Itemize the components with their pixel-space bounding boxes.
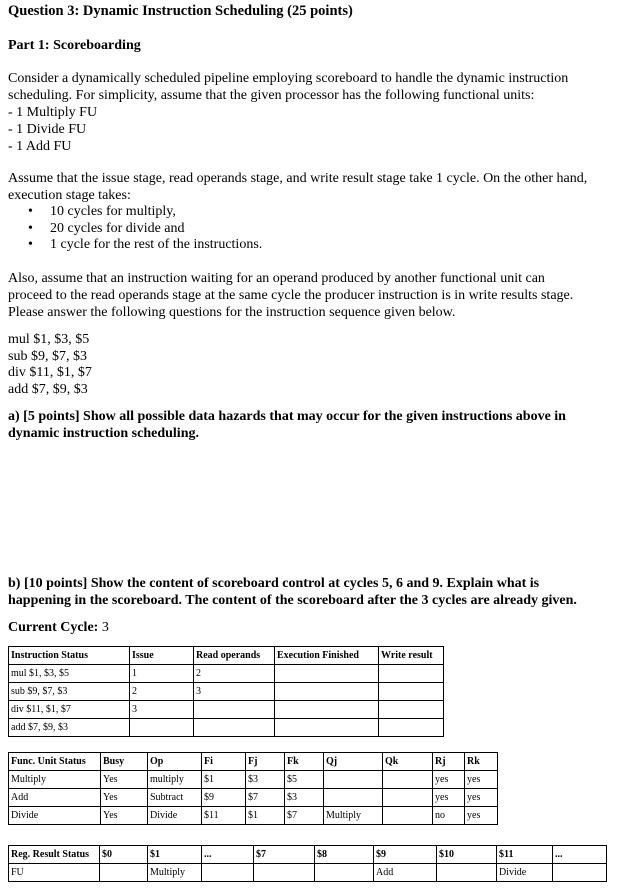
table-cell: Multiply — [324, 807, 383, 825]
table-cell: Subtract — [148, 789, 202, 807]
header-cell: $10 — [437, 846, 497, 864]
table-cell: 3 — [130, 701, 194, 719]
table-row — [9, 771, 498, 789]
table-cell: no — [433, 807, 465, 825]
table-cell — [379, 701, 444, 719]
current-cycle-label: Current Cycle: — [8, 620, 99, 635]
header-cell: $8 — [315, 846, 374, 864]
table-cell — [275, 665, 379, 683]
header-cell: $11 — [497, 846, 553, 864]
table-cell — [275, 719, 379, 737]
header-cell: Fj — [246, 753, 285, 771]
table-cell: $1 — [246, 807, 285, 825]
table-cell: Divide — [9, 807, 101, 825]
table-cell: add $7, $9, $3 — [9, 719, 130, 737]
header-cell: Fk — [285, 753, 324, 771]
instruction-status-table — [8, 646, 444, 737]
intro-line: Consider a dynamically scheduled pipeline employing scoreboard to handle the dynamic instruction — [8, 71, 569, 86]
header-cell: Func. Unit Status — [9, 753, 101, 771]
unit-item: - 1 Divide FU — [8, 122, 87, 137]
table-cell: $3 — [246, 771, 285, 789]
also-paragraph — [8, 270, 613, 321]
header-cell: $7 — [254, 846, 315, 864]
table-cell — [324, 771, 383, 789]
table-cell — [379, 719, 444, 737]
header-cell: Execution Finished — [275, 647, 379, 665]
table-cell: $7 — [285, 807, 324, 825]
question-title: Question 3: Dynamic Instruction Scheduling (25 points) — [8, 3, 353, 19]
unit-item: - 1 Add FU — [8, 139, 72, 154]
also-line: Please answer the following questions for the instruction sequence given below. — [8, 305, 456, 320]
question-b-line: happening in the scoreboard. The content of the scoreboard after the 3 cycles are already given. — [8, 593, 577, 608]
instruction-line: add $7, $9, $3 — [8, 381, 88, 397]
table-cell: 2 — [194, 665, 275, 683]
table-cell — [553, 864, 607, 882]
table-header-row — [9, 753, 498, 771]
table-cell — [254, 864, 315, 882]
table-cell: $7 — [246, 789, 285, 807]
table-cell: 1 — [130, 665, 194, 683]
table-cell: 3 — [194, 683, 275, 701]
table-cell: Divide — [497, 864, 553, 882]
table-cell: Multiply — [148, 864, 202, 882]
header-cell: $0 — [100, 846, 148, 864]
header-cell: Rk — [465, 753, 498, 771]
exec-bullet-list — [28, 203, 262, 253]
table-cell — [194, 701, 275, 719]
table-cell: mul $1, $3, $5 — [9, 665, 130, 683]
also-line: proceed to the read operands stage at the same cycle the producer instruction is in write results stage. — [8, 288, 574, 303]
table-cell — [275, 701, 379, 719]
table-cell: $5 — [285, 771, 324, 789]
table-cell — [315, 864, 374, 882]
table-cell: Divide — [148, 807, 202, 825]
header-cell: Rj — [433, 753, 465, 771]
table-cell: sub $9, $7, $3 — [9, 683, 130, 701]
table-cell — [379, 665, 444, 683]
question-b-line: b) [10 points] Show the content of scoreboard control at cycles 5, 6 and 9. Explain what is — [8, 576, 540, 591]
table-cell: $3 — [285, 789, 324, 807]
instruction-line: div $11, $1, $7 — [8, 365, 92, 380]
table-cell: yes — [433, 771, 465, 789]
table-cell: yes — [465, 807, 498, 825]
header-cell: Read operands — [194, 647, 275, 665]
question-a-line: a) [5 points] Show all possible data hazards that may occur for the given instructions above in — [8, 409, 566, 424]
current-cycle — [8, 619, 109, 636]
header-cell: $1 — [148, 846, 202, 864]
table-cell: multiply — [148, 771, 202, 789]
header-cell: ... — [202, 846, 254, 864]
table-cell — [275, 683, 379, 701]
current-cycle-value: 3 — [101, 620, 109, 635]
unit-item: - 1 Multiply FU — [8, 105, 98, 120]
table-row — [9, 807, 498, 825]
part-title: Part 1: Scoreboarding — [8, 38, 141, 53]
table-cell: div $11, $1, $7 — [9, 701, 130, 719]
exec-bullet: • 10 cycles for multiply, — [28, 203, 262, 220]
table-cell — [100, 864, 148, 882]
table-header-row — [9, 647, 444, 665]
table-cell: 2 — [130, 683, 194, 701]
table-cell — [383, 789, 433, 807]
table-row — [9, 665, 444, 683]
header-cell: Qj — [324, 753, 383, 771]
exec-bullet: • 20 cycles for divide and — [28, 220, 262, 237]
table-header-row — [9, 846, 607, 864]
header-cell: Busy — [101, 753, 148, 771]
table-cell: yes — [465, 789, 498, 807]
question-a — [8, 408, 613, 442]
header-cell: Reg. Result Status — [9, 846, 100, 864]
exec-bullet: • 1 cycle for the rest of the instructions. — [28, 236, 262, 253]
header-cell: Write result — [379, 647, 444, 665]
table-cell: $9 — [202, 789, 246, 807]
table-cell: Yes — [101, 771, 148, 789]
register-result-status-table — [8, 845, 607, 882]
table-cell: Multiply — [9, 771, 101, 789]
table-row — [9, 789, 498, 807]
intro-paragraph — [8, 70, 613, 155]
also-line: Also, assume that an instruction waiting for an operand produced by another functional unit can — [8, 271, 545, 286]
table-cell: yes — [465, 771, 498, 789]
table-row — [9, 701, 444, 719]
assume-paragraph — [8, 170, 613, 204]
assume-line: Assume that the issue stage, read operands stage, and write result stage take 1 cycle. On the other hand, — [8, 171, 588, 186]
instruction-line: mul $1, $3, $5 — [8, 332, 90, 347]
table-cell: $11 — [202, 807, 246, 825]
instruction-sequence — [8, 331, 613, 397]
table-row — [9, 683, 444, 701]
header-cell: Fi — [202, 753, 246, 771]
table-cell: Yes — [101, 807, 148, 825]
table-row — [9, 719, 444, 737]
header-cell: $9 — [374, 846, 437, 864]
table-cell: Add — [9, 789, 101, 807]
table-cell: Add — [374, 864, 437, 882]
table-cell — [379, 683, 444, 701]
header-cell: Issue — [130, 647, 194, 665]
table-cell — [202, 864, 254, 882]
table-cell — [383, 771, 433, 789]
table-cell: FU — [9, 864, 100, 882]
table-cell: yes — [433, 789, 465, 807]
question-a-line: dynamic instruction scheduling. — [8, 426, 199, 441]
assume-line: execution stage takes: — [8, 188, 131, 203]
header-cell: ... — [553, 846, 607, 864]
table-cell — [324, 789, 383, 807]
functional-unit-status-table — [8, 752, 498, 825]
header-cell: Op — [148, 753, 202, 771]
intro-line: scheduling. For simplicity, assume that the given processor has the following functional units: — [8, 88, 535, 103]
table-cell — [437, 864, 497, 882]
instruction-line: sub $9, $7, $3 — [8, 348, 87, 364]
header-cell: Instruction Status — [9, 647, 130, 665]
table-row — [9, 864, 607, 882]
table-cell: Yes — [101, 789, 148, 807]
table-cell — [194, 719, 275, 737]
table-cell — [383, 807, 433, 825]
question-b — [8, 575, 613, 609]
table-cell — [130, 719, 194, 737]
header-cell: Qk — [383, 753, 433, 771]
table-cell: $1 — [202, 771, 246, 789]
